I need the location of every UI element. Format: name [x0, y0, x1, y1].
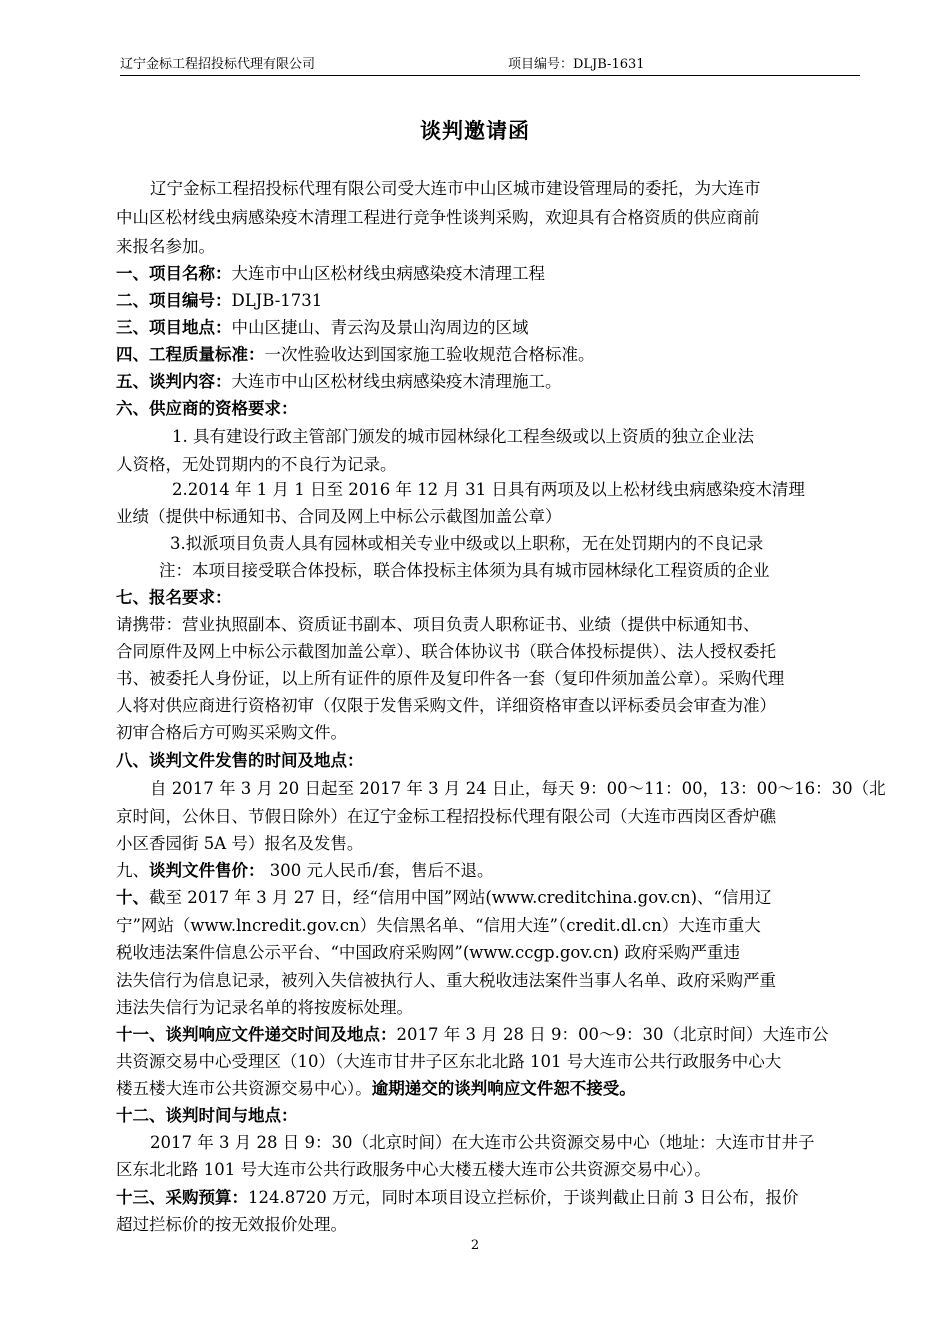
- section-10: [116, 884, 771, 908]
- section-8-line: 小区香园街 5A 号）报名及发售。: [116, 834, 364, 853]
- qualification-1: 1. 具有建设行政主管部门颁发的城市园林绿化工程叁级或以上资质的独立企业法: [172, 427, 754, 446]
- section-text: 截至 2017 年 3 月 27 日，经“信用中国”网站(www.creditchina.gov.cn)、“信用辽: [149, 888, 772, 907]
- page-number: 2: [470, 1238, 480, 1253]
- section-text: 300 元人民币/套，售后不退。: [264, 861, 494, 880]
- section-12-line: 区东北北路 101 号大连市公共行政服务中心大楼五楼大连市公共资源交易中心）。: [116, 1160, 711, 1179]
- section-text: 2017 年 3 月 28 日 9：00～9：30（北京时间）大连市公: [396, 1025, 829, 1044]
- section-10-line: 法失信行为信息记录，被列入失信被执行人、重大税收违法案件当事人名单、政府采购严重: [116, 971, 776, 990]
- section-text: DLJB-1731: [231, 291, 323, 310]
- section-12-line: 2017 年 3 月 28 日 9：30（北京时间）在大连市公共资源交易中心（地址：大连市甘井子: [150, 1133, 815, 1152]
- header-company: 辽宁金标工程招投标代理有限公司: [120, 57, 316, 72]
- section-label: 谈判文件售价：: [149, 861, 265, 880]
- section-label: 五、谈判内容：: [116, 372, 232, 391]
- section-prefix: 九、: [116, 861, 149, 880]
- consortium-note: 注：本项目接受联合体投标，联合体投标主体须为具有城市园林绿化工程资质的企业: [159, 561, 770, 580]
- section-6-heading: 六、供应商的资格要求：: [116, 399, 298, 418]
- section-label: 三、项目地点：: [116, 318, 232, 337]
- qualification-3: 3.拟派项目负责人具有园林或相关专业中级或以上职称，无在处罚期内的不良记录: [170, 534, 764, 553]
- section-label: 一、项目名称：: [116, 264, 232, 283]
- section-label: 十三、采购预算：: [116, 1188, 248, 1207]
- section-5: [116, 368, 562, 392]
- section-1: [116, 260, 545, 284]
- section-label: 十、: [116, 888, 149, 907]
- section-text: 124.8720 万元，同时本项目设立拦标价，于谈判截止日前 3 日公布，报价: [248, 1188, 799, 1207]
- section-3: [116, 314, 529, 338]
- qualification-2-cont: 业绩（提供中标通知书、合同及网上中标公示截图加盖公章）: [116, 507, 562, 526]
- section-8-line: 自 2017 年 3 月 20 日起至 2017 年 3 月 24 日止，每天 9：00～11：00，13：00～16：30（北: [150, 779, 886, 798]
- intro-line: 来报名参加。: [116, 237, 215, 256]
- qualification-1-cont: 人资格，无处罚期内的不良行为记录。: [116, 455, 397, 474]
- section-11-line: 共资源交易中心受理区（10）（大连市甘井子区东北北路 101 号大连市公共行政服务中心大: [116, 1052, 782, 1071]
- section-text: 大连市中山区松材线虫病感染疫木清理施工。: [231, 372, 562, 391]
- section-13-line: 超过拦标价的按无效报价处理。: [116, 1215, 347, 1234]
- document-title: 谈判邀请函: [420, 118, 530, 143]
- section-text: 大连市中山区松材线虫病感染疫木清理工程: [231, 264, 545, 283]
- section-7-line: 合同原件及网上中标公示截图加盖公章）、联合体协议书（联合体投标提供）、法人授权委托: [116, 642, 776, 661]
- page-header: [120, 53, 860, 76]
- section-9: [116, 857, 494, 881]
- section-11-line: [116, 1075, 636, 1099]
- section-8-line: 京时间，公休日、节假日除外）在辽宁金标工程招投标代理有限公司（大连市西岗区香炉礁: [116, 807, 776, 826]
- section-10-line: 违法失信行为记录名单的将按废标处理。: [116, 998, 413, 1017]
- section-label: 十一、谈判响应文件递交时间及地点：: [116, 1025, 397, 1044]
- qualification-2: 2.2014 年 1 月 1 日至 2016 年 12 月 31 日具有两项及以上松材线虫病感染疫木清理: [172, 480, 805, 499]
- section-8-heading: 八、谈判文件发售的时间及地点：: [116, 751, 364, 770]
- section-2: [116, 287, 322, 311]
- section-text: 中山区捷山、青云沟及景山沟周边的区域: [231, 318, 529, 337]
- section-12-heading: 十二、谈判时间与地点：: [116, 1106, 298, 1125]
- section-11: [116, 1021, 828, 1045]
- section-7-line: 初审合格后方可购买采购文件。: [116, 723, 347, 742]
- section-13: [116, 1184, 798, 1208]
- section-text: 一次性验收达到国家施工验收规范合格标准。: [264, 345, 595, 364]
- section-4: [116, 341, 595, 365]
- intro-line: 中山区松材线虫病感染疫木清理工程进行竞争性谈判采购，欢迎具有合格资质的供应商前: [116, 208, 760, 227]
- section-10-line: 宁”网站（www.lncredit.gov.cn）失信黑名单、“信用大连”（credit.dl.cn）大连市重大: [116, 916, 761, 935]
- section-7-heading: 七、报名要求：: [116, 588, 232, 607]
- intro-line: 辽宁金标工程招投标代理有限公司受大连市中山区城市建设管理局的委托，为大连市: [150, 179, 761, 198]
- section-7-line: 人将对供应商进行资格初审（仅限于发售采购文件，详细资格审查以评标委员会审查为准）: [116, 696, 776, 715]
- late-submission-warning: 逾期递交的谈判响应文件恕不接受。: [371, 1079, 636, 1098]
- header-project-number: 项目编号：DLJB-1631: [508, 57, 645, 72]
- section-7-line: 请携带：营业执照副本、资质证书副本、项目负责人职称证书、业绩（提供中标通知书、: [116, 615, 760, 634]
- section-label: 二、项目编号：: [116, 291, 232, 310]
- section-10-line: 税收违法案件信息公示平台、“中国政府采购网”(www.ccgp.gov.cn) 政府采购严重违: [116, 943, 740, 962]
- section-text: 楼五楼大连市公共资源交易中心）。: [116, 1079, 372, 1098]
- section-label: 四、工程质量标准：: [116, 345, 265, 364]
- section-7-line: 书、被委托人身份证，以上所有证件的原件及复印件各一套（复印件须加盖公章）。采购代理: [116, 669, 785, 688]
